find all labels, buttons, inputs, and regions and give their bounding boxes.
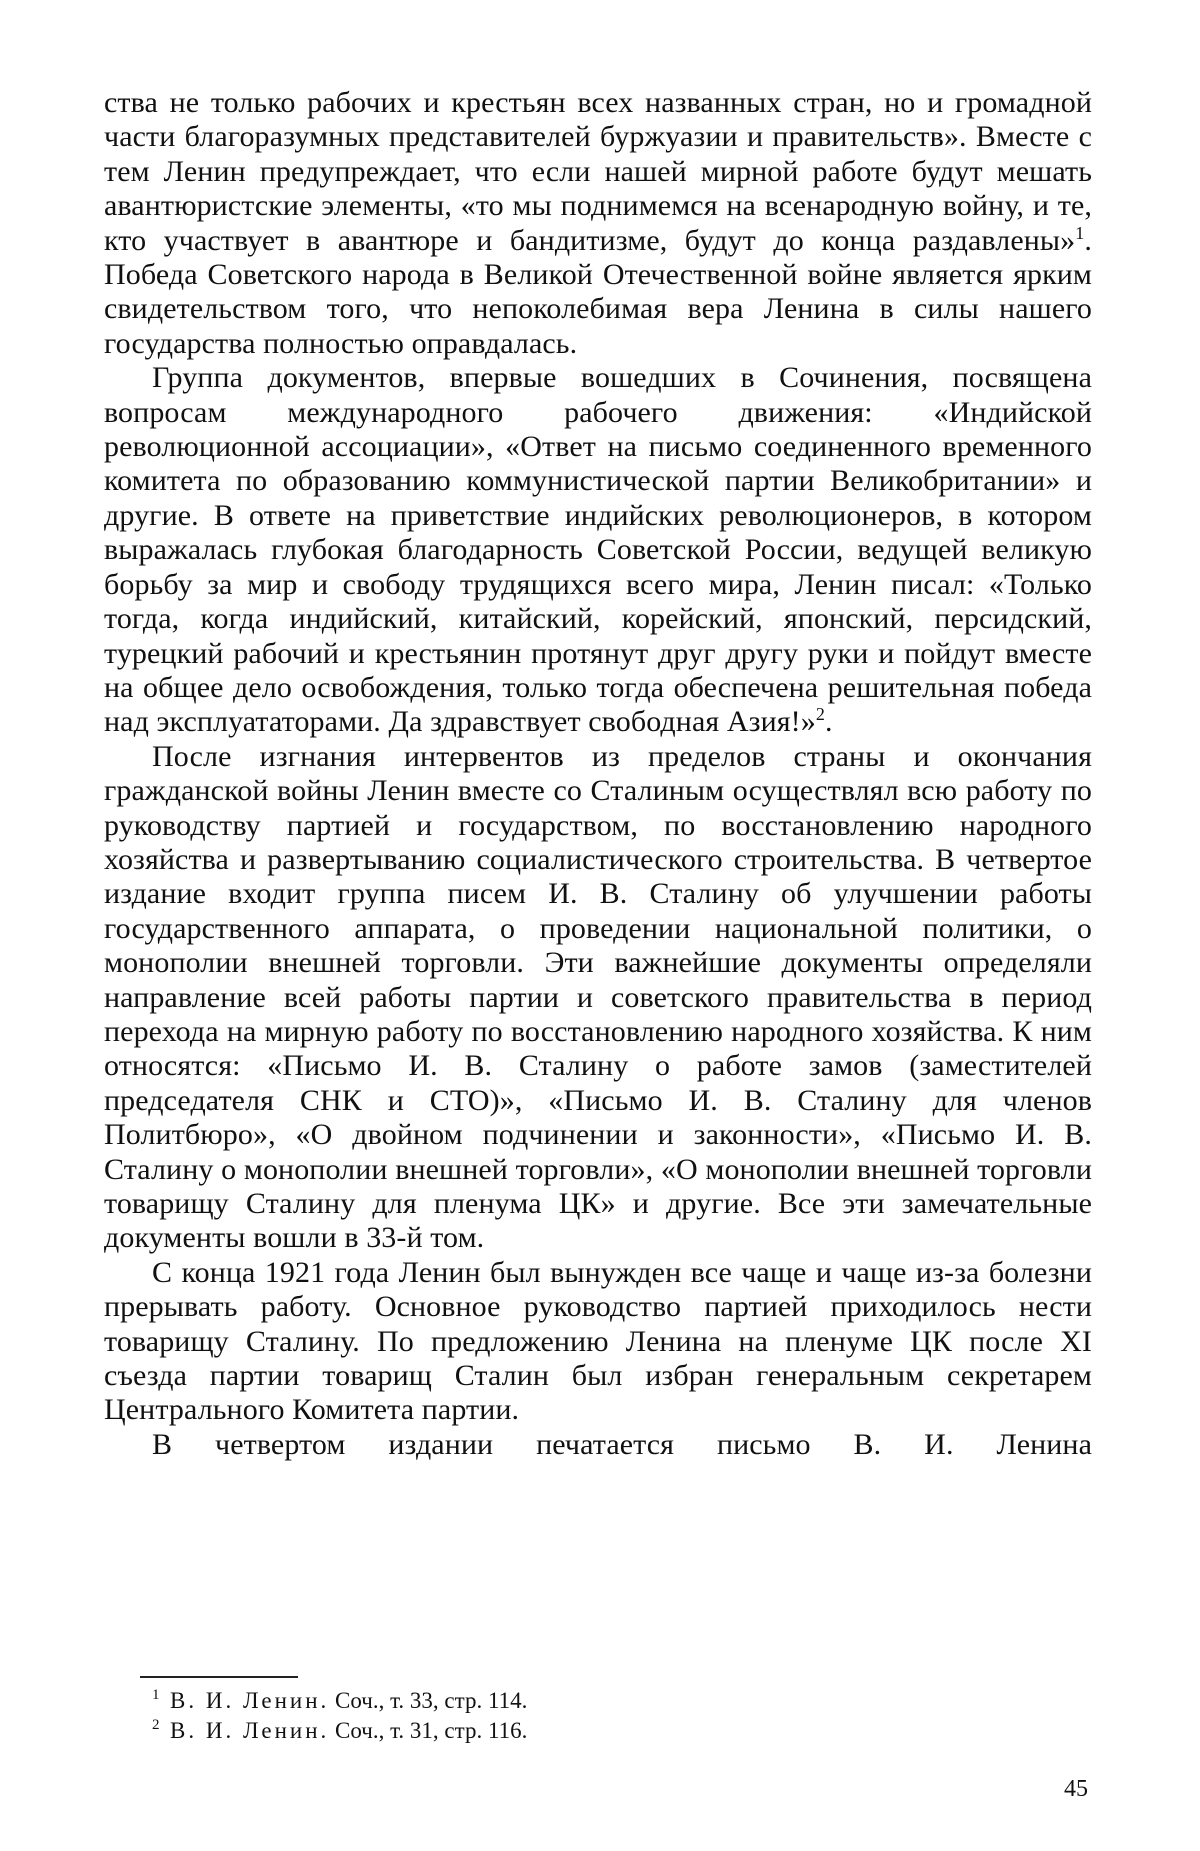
footnote-2: 2 В. И. Ленин. Соч., т. 31, стр. 116. [152,1717,528,1743]
paragraph-text: В четвертом издании печатается письмо В. И. Ленина [152,1427,1092,1461]
footnotes [152,1686,952,1746]
footnote-ref-1: 1 [1075,222,1085,243]
paragraph-text: С конца 1921 года Ленин был вынужден все чаще и чаще из-за болезни прерывать работу. Основное руководство партией приходилось нести товарищу Сталину. По предложению Ленина на пленуме ЦК после XI съезда партии товарищ Сталин был избран генеральным секретарем Центрального Комитета партии. [104,1255,1092,1427]
paragraph-text: Группа документов, впервые вошедших в Сочинения, посвящена вопросам международного рабочего движения: «Индийской революционной ассоциации», «Ответ на письмо соединенного временного комитета по образованию коммунистической партии Великобритании» и другие. В ответе на приветствие индийских революционеров, в котором выражалась глубокая благодарность Советской России, ведущей великую борьбу за мир и свободу трудящихся всего мира, Ленин писал: «Только тогда, когда индийский, китайский, корейский, японский, персидский, турецкий рабочий и крестьянин протянут друг другу руки и пойдут вместе на общее дело освобождения, только тогда обеспечена решительная победа над эксплуататорами. Да здравствует свободная Азия!» [104,361,1092,739]
paragraph-2 [104,361,1092,739]
footnote-author: В. И. Ленин. [170,1688,330,1713]
page-number: 45 [1064,1776,1088,1802]
footnote-divider [140,1676,298,1678]
paragraph-3 [104,740,1092,1256]
footnote-ref-2: 2 [815,704,825,725]
paragraph-text: После изгнания интервентов из пределов страны и окончания гражданской войны Ленин вместе со Сталиным осуществлял всю работу по руководству партией и государством, по восстановлению народного хозяйства и развертыванию социалистического строительства. В четвертое издание входит группа писем И. В. Сталину об улучшении работы государственного аппарата, о проведении национальной политики, о монополии внешней торговли. Эти важнейшие документы определяли направление всей работы партии и советского правительства в период перехода на мирную работу по восстановлению народного хозяйства. К ним относятся: «Письмо И. В. Сталину о работе замов (заместителей председателя СНК и СТО)», «Письмо И. В. Сталину для членов Политбюро», «О двойном подчинении и законности», «Письмо И. В. Сталину о монополии внешней торговли», «О монополии внешней торговли товарищу Сталину для пленума ЦК» и другие. Все эти замечательные документы вошли в 33-й том. [104,739,1092,1255]
paragraph-text-continued: . [824,705,833,739]
footnote-1: 1 В. И. Ленин. Соч., т. 33, стр. 114. [152,1687,528,1713]
footnote-author: В. И. Ленин. [170,1718,330,1743]
main-text [104,86,1092,1462]
paragraph-text-continued: . Победа Советского народа в Великой Отечественной войне является ярким свидетельством того, что непоколебимая вера Ленина в силы нашего государства полностью оправдалась. [104,223,1092,360]
paragraph-5 [104,1428,1092,1462]
footnote-reference: Соч., т. 33, стр. 114. [335,1688,528,1713]
paragraph-text: ства не только рабочих и крестьян всех названных стран, но и громадной части благоразумных представителей буржуазии и правительств». Вместе с тем Ленин предупреждает, что если нашей мирной работе будут мешать авантюристские элементы, «то мы поднимемся на всенародную войну, и те, кто участвует в авантюре и бандитизме, будут до конца раздавлены» [104,86,1092,257]
paragraph-4 [104,1256,1092,1428]
paragraph-1 [104,86,1092,361]
footnote-reference: Соч., т. 31, стр. 116. [335,1718,528,1743]
